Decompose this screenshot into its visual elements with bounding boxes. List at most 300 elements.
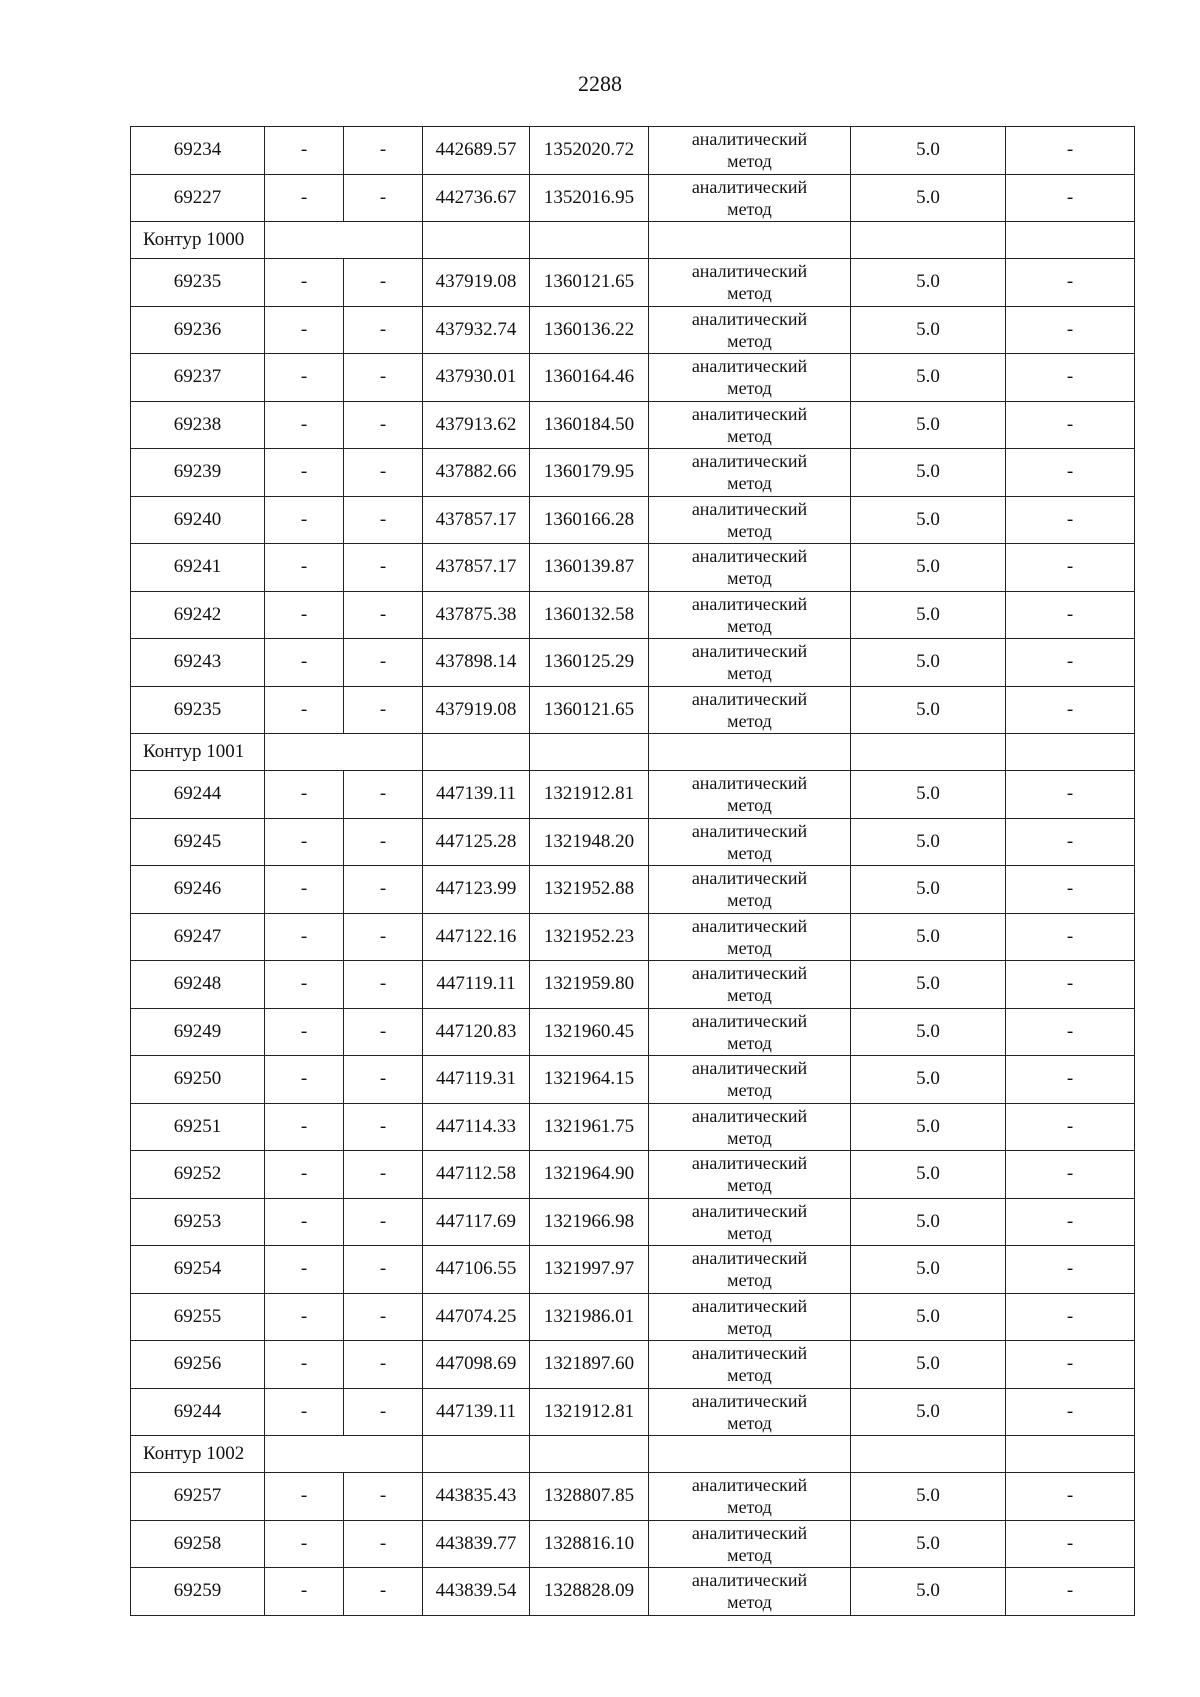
point-id-cell: 69234 [131, 127, 265, 175]
contour-header-row [131, 734, 1135, 771]
y-coordinate-cell: 1321986.01 [530, 1293, 649, 1341]
x-coordinate-cell: 447139.11 [423, 771, 530, 819]
x-coordinate-cell: 443835.43 [423, 1473, 530, 1521]
accuracy-cell: 5.0 [851, 449, 1006, 497]
empty-value-cell: - [344, 1568, 423, 1616]
table-row [131, 1388, 1135, 1436]
x-coordinate-cell: 447117.69 [423, 1198, 530, 1246]
contour-label: Контур 1000 [131, 222, 265, 259]
point-id-cell: 69240 [131, 496, 265, 544]
point-id-cell: 69254 [131, 1246, 265, 1294]
empty-value-cell: - [1006, 1293, 1135, 1341]
empty-value-cell: - [265, 866, 344, 914]
accuracy-cell: 5.0 [851, 1473, 1006, 1521]
table-row [131, 818, 1135, 866]
method-cell [649, 818, 851, 866]
method-text-line1: аналитический [691, 546, 808, 567]
table-row [131, 1103, 1135, 1151]
method-cell [649, 449, 851, 497]
point-id-cell: 69248 [131, 961, 265, 1009]
y-coordinate-cell: 1321912.81 [530, 1388, 649, 1436]
empty-value-cell: - [1006, 1103, 1135, 1151]
method-cell [649, 771, 851, 819]
x-coordinate-cell: 447125.28 [423, 818, 530, 866]
method-text-line1: аналитический [691, 1390, 808, 1411]
contour-header-row [131, 222, 1135, 259]
y-coordinate-cell: 1360179.95 [530, 449, 649, 497]
point-id-cell: 69253 [131, 1198, 265, 1246]
method-text-line2: метод [727, 795, 772, 816]
empty-value-cell: - [265, 496, 344, 544]
accuracy-cell: 5.0 [851, 127, 1006, 175]
y-coordinate-cell: 1321960.45 [530, 1008, 649, 1056]
method-text-line2: метод [727, 842, 772, 863]
table-row [131, 544, 1135, 592]
accuracy-cell: 5.0 [851, 544, 1006, 592]
accuracy-cell: 5.0 [851, 1056, 1006, 1104]
y-coordinate-cell: 1360164.46 [530, 354, 649, 402]
point-id-cell: 69249 [131, 1008, 265, 1056]
method-cell [649, 1293, 851, 1341]
accuracy-cell: 5.0 [851, 591, 1006, 639]
table-row [131, 1520, 1135, 1568]
empty-value-cell: - [1006, 686, 1135, 734]
y-coordinate-cell: 1360166.28 [530, 496, 649, 544]
empty-cell [423, 734, 530, 771]
empty-value-cell: - [344, 639, 423, 687]
y-coordinate-cell: 1321966.98 [530, 1198, 649, 1246]
method-cell [649, 1151, 851, 1199]
empty-value-cell: - [265, 913, 344, 961]
empty-value-cell: - [1006, 1151, 1135, 1199]
empty-value-cell: - [1006, 174, 1135, 222]
y-coordinate-cell: 1321964.90 [530, 1151, 649, 1199]
method-text-line1: аналитический [691, 963, 808, 984]
method-text-line2: метод [727, 1127, 772, 1148]
empty-value-cell: - [265, 1103, 344, 1151]
x-coordinate-cell: 437930.01 [423, 354, 530, 402]
table-body [131, 127, 1135, 1616]
empty-value-cell: - [265, 449, 344, 497]
empty-value-cell: - [344, 1103, 423, 1151]
empty-cell [1006, 1436, 1135, 1473]
table-row [131, 771, 1135, 819]
empty-cell [530, 1436, 649, 1473]
empty-value-cell: - [1006, 544, 1135, 592]
empty-value-cell: - [1006, 1056, 1135, 1104]
table-row [131, 866, 1135, 914]
method-text-line1: аналитический [691, 176, 808, 197]
method-text-line2: метод [727, 1175, 772, 1196]
accuracy-cell: 5.0 [851, 913, 1006, 961]
method-text-line2: метод [727, 985, 772, 1006]
contour-header-row [131, 1436, 1135, 1473]
empty-value-cell: - [265, 1198, 344, 1246]
x-coordinate-cell: 447119.31 [423, 1056, 530, 1104]
empty-value-cell: - [1006, 591, 1135, 639]
method-cell [649, 1473, 851, 1521]
point-id-cell: 69244 [131, 1388, 265, 1436]
method-text-line1: аналитический [691, 688, 808, 709]
method-text-line1: аналитический [691, 773, 808, 794]
empty-value-cell: - [344, 913, 423, 961]
method-cell [649, 961, 851, 1009]
method-cell [649, 354, 851, 402]
table-row [131, 591, 1135, 639]
empty-value-cell: - [1006, 127, 1135, 175]
empty-cell [265, 734, 423, 771]
empty-value-cell: - [344, 818, 423, 866]
method-text-line2: метод [727, 937, 772, 958]
method-text-line2: метод [727, 425, 772, 446]
method-text-line2: метод [727, 663, 772, 684]
empty-value-cell: - [265, 1151, 344, 1199]
empty-value-cell: - [265, 1473, 344, 1521]
table-row [131, 913, 1135, 961]
x-coordinate-cell: 437875.38 [423, 591, 530, 639]
accuracy-cell: 5.0 [851, 1341, 1006, 1389]
page-number: 2288 [578, 71, 622, 96]
method-text-line1: аналитический [691, 915, 808, 936]
point-id-cell: 69241 [131, 544, 265, 592]
empty-value-cell: - [1006, 259, 1135, 307]
method-text-line2: метод [727, 1080, 772, 1101]
table-row [131, 306, 1135, 354]
method-text-line1: аналитический [691, 593, 808, 614]
empty-value-cell: - [344, 1341, 423, 1389]
method-text-line2: метод [727, 1544, 772, 1565]
method-text-line2: метод [727, 1270, 772, 1291]
empty-value-cell: - [265, 354, 344, 402]
method-text-line1: аналитический [691, 129, 808, 150]
empty-cell [265, 1436, 423, 1473]
y-coordinate-cell: 1321897.60 [530, 1341, 649, 1389]
method-cell [649, 591, 851, 639]
table-row [131, 1008, 1135, 1056]
empty-value-cell: - [265, 639, 344, 687]
point-id-cell: 69239 [131, 449, 265, 497]
empty-value-cell: - [344, 1388, 423, 1436]
empty-value-cell: - [265, 1246, 344, 1294]
empty-value-cell: - [1006, 771, 1135, 819]
method-text-line2: метод [727, 710, 772, 731]
point-id-cell: 69251 [131, 1103, 265, 1151]
method-cell [649, 1008, 851, 1056]
point-id-cell: 69245 [131, 818, 265, 866]
table-row [131, 354, 1135, 402]
x-coordinate-cell: 437857.17 [423, 496, 530, 544]
table-row [131, 449, 1135, 497]
empty-value-cell: - [344, 771, 423, 819]
accuracy-cell: 5.0 [851, 496, 1006, 544]
method-text-line2: метод [727, 473, 772, 494]
point-id-cell: 69237 [131, 354, 265, 402]
point-id-cell: 69246 [131, 866, 265, 914]
empty-cell [851, 222, 1006, 259]
point-id-cell: 69238 [131, 401, 265, 449]
method-cell [649, 866, 851, 914]
empty-value-cell: - [1006, 1341, 1135, 1389]
method-text-line2: метод [727, 615, 772, 636]
empty-cell [265, 222, 423, 259]
empty-value-cell: - [344, 961, 423, 1009]
x-coordinate-cell: 447122.16 [423, 913, 530, 961]
method-text-line1: аналитический [691, 261, 808, 282]
x-coordinate-cell: 437898.14 [423, 639, 530, 687]
empty-value-cell: - [1006, 306, 1135, 354]
method-text-line1: аналитический [691, 868, 808, 889]
table-row [131, 1246, 1135, 1294]
empty-value-cell: - [344, 1008, 423, 1056]
y-coordinate-cell: 1352020.72 [530, 127, 649, 175]
empty-value-cell: - [344, 686, 423, 734]
method-text-line2: метод [727, 1497, 772, 1518]
empty-value-cell: - [344, 174, 423, 222]
empty-value-cell: - [265, 818, 344, 866]
x-coordinate-cell: 437913.62 [423, 401, 530, 449]
empty-value-cell: - [1006, 1473, 1135, 1521]
method-cell [649, 1341, 851, 1389]
accuracy-cell: 5.0 [851, 1520, 1006, 1568]
accuracy-cell: 5.0 [851, 401, 1006, 449]
table-row [131, 259, 1135, 307]
point-id-cell: 69235 [131, 686, 265, 734]
method-text-line1: аналитический [691, 1248, 808, 1269]
x-coordinate-cell: 447112.58 [423, 1151, 530, 1199]
method-text-line2: метод [727, 283, 772, 304]
table-row [131, 1293, 1135, 1341]
accuracy-cell: 5.0 [851, 259, 1006, 307]
method-cell [649, 306, 851, 354]
x-coordinate-cell: 447074.25 [423, 1293, 530, 1341]
accuracy-cell: 5.0 [851, 686, 1006, 734]
method-text-line1: аналитический [691, 1058, 808, 1079]
x-coordinate-cell: 442736.67 [423, 174, 530, 222]
method-text-line1: аналитический [691, 1153, 808, 1174]
method-cell [649, 1246, 851, 1294]
empty-value-cell: - [344, 1056, 423, 1104]
x-coordinate-cell: 442689.57 [423, 127, 530, 175]
empty-value-cell: - [265, 1293, 344, 1341]
method-text-line2: метод [727, 1365, 772, 1386]
method-text-line1: аналитический [691, 356, 808, 377]
x-coordinate-cell: 447114.33 [423, 1103, 530, 1151]
empty-value-cell: - [1006, 1568, 1135, 1616]
method-text-line1: аналитический [691, 1522, 808, 1543]
accuracy-cell: 5.0 [851, 1151, 1006, 1199]
accuracy-cell: 5.0 [851, 1198, 1006, 1246]
empty-value-cell: - [1006, 496, 1135, 544]
point-id-cell: 69244 [131, 771, 265, 819]
empty-value-cell: - [1006, 818, 1135, 866]
empty-value-cell: - [265, 1341, 344, 1389]
x-coordinate-cell: 437882.66 [423, 449, 530, 497]
method-text-line1: аналитический [691, 403, 808, 424]
table-row [131, 401, 1135, 449]
method-text-line1: аналитический [691, 1105, 808, 1126]
accuracy-cell: 5.0 [851, 1103, 1006, 1151]
point-id-cell: 69252 [131, 1151, 265, 1199]
empty-value-cell: - [344, 127, 423, 175]
method-cell [649, 1520, 851, 1568]
table-row [131, 1056, 1135, 1104]
empty-value-cell: - [265, 771, 344, 819]
empty-value-cell: - [265, 961, 344, 1009]
method-text-line2: метод [727, 1412, 772, 1433]
point-id-cell: 69227 [131, 174, 265, 222]
empty-value-cell: - [344, 1151, 423, 1199]
empty-cell [649, 1436, 851, 1473]
empty-cell [423, 1436, 530, 1473]
contour-label: Контур 1002 [131, 1436, 265, 1473]
empty-value-cell: - [344, 1198, 423, 1246]
x-coordinate-cell: 447123.99 [423, 866, 530, 914]
empty-cell [530, 222, 649, 259]
empty-value-cell: - [1006, 866, 1135, 914]
method-text-line2: метод [727, 1592, 772, 1613]
empty-value-cell: - [1006, 961, 1135, 1009]
empty-cell [1006, 734, 1135, 771]
empty-value-cell: - [265, 1056, 344, 1104]
empty-value-cell: - [265, 686, 344, 734]
empty-value-cell: - [265, 591, 344, 639]
method-cell [649, 496, 851, 544]
method-cell [649, 639, 851, 687]
y-coordinate-cell: 1321997.97 [530, 1246, 649, 1294]
table-row [131, 496, 1135, 544]
empty-value-cell: - [344, 1293, 423, 1341]
y-coordinate-cell: 1321952.88 [530, 866, 649, 914]
point-id-cell: 69235 [131, 259, 265, 307]
method-cell [649, 127, 851, 175]
method-text-line2: метод [727, 198, 772, 219]
y-coordinate-cell: 1360184.50 [530, 401, 649, 449]
method-text-line2: метод [727, 378, 772, 399]
empty-value-cell: - [344, 544, 423, 592]
empty-value-cell: - [344, 1520, 423, 1568]
empty-value-cell: - [344, 1246, 423, 1294]
accuracy-cell: 5.0 [851, 1246, 1006, 1294]
method-cell [649, 174, 851, 222]
x-coordinate-cell: 437919.08 [423, 686, 530, 734]
y-coordinate-cell: 1360139.87 [530, 544, 649, 592]
x-coordinate-cell: 437919.08 [423, 259, 530, 307]
method-text-line2: метод [727, 890, 772, 911]
y-coordinate-cell: 1321912.81 [530, 771, 649, 819]
x-coordinate-cell: 437932.74 [423, 306, 530, 354]
method-cell [649, 913, 851, 961]
empty-value-cell: - [1006, 913, 1135, 961]
point-id-cell: 69257 [131, 1473, 265, 1521]
y-coordinate-cell: 1328816.10 [530, 1520, 649, 1568]
empty-value-cell: - [265, 259, 344, 307]
method-text-line1: аналитический [691, 1200, 808, 1221]
empty-value-cell: - [1006, 1520, 1135, 1568]
method-cell [649, 686, 851, 734]
x-coordinate-cell: 447139.11 [423, 1388, 530, 1436]
method-text-line1: аналитический [691, 498, 808, 519]
method-cell [649, 1198, 851, 1246]
empty-value-cell: - [1006, 1246, 1135, 1294]
empty-value-cell: - [344, 496, 423, 544]
y-coordinate-cell: 1360136.22 [530, 306, 649, 354]
y-coordinate-cell: 1321952.23 [530, 913, 649, 961]
method-text-line1: аналитический [691, 1010, 808, 1031]
table-row [131, 961, 1135, 1009]
point-id-cell: 69258 [131, 1520, 265, 1568]
method-text-line2: метод [727, 1032, 772, 1053]
method-text-line1: аналитический [691, 308, 808, 329]
table-row [131, 1151, 1135, 1199]
method-cell [649, 544, 851, 592]
y-coordinate-cell: 1321948.20 [530, 818, 649, 866]
method-text-line1: аналитический [691, 1475, 808, 1496]
y-coordinate-cell: 1360121.65 [530, 686, 649, 734]
point-id-cell: 69250 [131, 1056, 265, 1104]
point-id-cell: 69243 [131, 639, 265, 687]
x-coordinate-cell: 443839.77 [423, 1520, 530, 1568]
empty-value-cell: - [344, 401, 423, 449]
empty-value-cell: - [265, 127, 344, 175]
y-coordinate-cell: 1360121.65 [530, 259, 649, 307]
y-coordinate-cell: 1360132.58 [530, 591, 649, 639]
point-id-cell: 69255 [131, 1293, 265, 1341]
empty-value-cell: - [1006, 354, 1135, 402]
empty-cell [649, 734, 851, 771]
accuracy-cell: 5.0 [851, 639, 1006, 687]
empty-value-cell: - [265, 1388, 344, 1436]
y-coordinate-cell: 1328807.85 [530, 1473, 649, 1521]
empty-value-cell: - [344, 354, 423, 402]
method-cell [649, 259, 851, 307]
point-id-cell: 69259 [131, 1568, 265, 1616]
empty-cell [1006, 222, 1135, 259]
method-text-line1: аналитический [691, 1343, 808, 1364]
empty-cell [423, 222, 530, 259]
table-row [131, 1568, 1135, 1616]
method-text-line1: аналитический [691, 641, 808, 662]
table-row [131, 1198, 1135, 1246]
method-cell [649, 1056, 851, 1104]
method-text-line1: аналитический [691, 451, 808, 472]
accuracy-cell: 5.0 [851, 1008, 1006, 1056]
x-coordinate-cell: 437857.17 [423, 544, 530, 592]
empty-value-cell: - [265, 1008, 344, 1056]
empty-value-cell: - [1006, 639, 1135, 687]
y-coordinate-cell: 1352016.95 [530, 174, 649, 222]
y-coordinate-cell: 1360125.29 [530, 639, 649, 687]
x-coordinate-cell: 447106.55 [423, 1246, 530, 1294]
empty-value-cell: - [1006, 449, 1135, 497]
contour-label: Контур 1001 [131, 734, 265, 771]
method-cell [649, 1568, 851, 1616]
empty-value-cell: - [1006, 1198, 1135, 1246]
accuracy-cell: 5.0 [851, 866, 1006, 914]
method-text-line2: метод [727, 568, 772, 589]
empty-value-cell: - [1006, 1008, 1135, 1056]
empty-value-cell: - [344, 306, 423, 354]
point-id-cell: 69242 [131, 591, 265, 639]
y-coordinate-cell: 1321961.75 [530, 1103, 649, 1151]
accuracy-cell: 5.0 [851, 1388, 1006, 1436]
accuracy-cell: 5.0 [851, 1293, 1006, 1341]
empty-value-cell: - [1006, 401, 1135, 449]
table-row [131, 127, 1135, 175]
accuracy-cell: 5.0 [851, 354, 1006, 402]
empty-value-cell: - [265, 401, 344, 449]
empty-cell [851, 1436, 1006, 1473]
y-coordinate-cell: 1321964.15 [530, 1056, 649, 1104]
